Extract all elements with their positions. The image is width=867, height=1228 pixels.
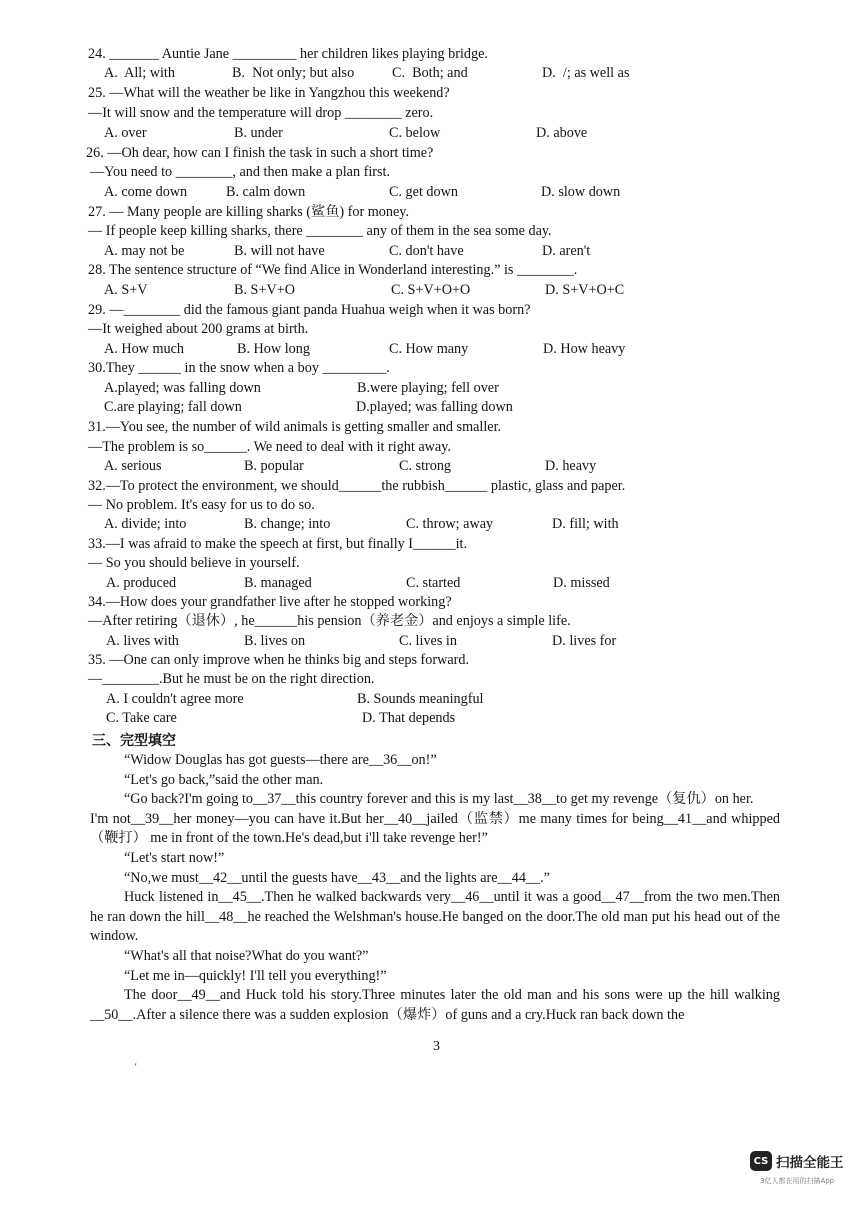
question-stem: 27. — Many people are killing sharks (鲨鱼) for money. [88,204,409,220]
question-stem: —The problem is so______. We need to deal with it right away. [88,439,451,455]
option-b: B. calm down [226,184,306,200]
option-b: B. lives on [244,633,306,649]
cloze-paragraph: “No,we must__42__until the guests have__43__and the lights are__44__.” [124,869,550,886]
cloze-paragraph: “Let's start now!” [124,849,225,866]
cloze-passage [90,751,780,1025]
question-stem: 30.They ______ in the snow when a boy _________. [88,360,390,376]
cloze-paragraph: “Widow Douglas has got guests—there are__36__on!” [124,752,437,768]
section-heading: 三、完型填空 [92,733,176,749]
option-d: D. That depends [362,710,456,726]
option-d: D. slow down [541,184,621,200]
cloze-paragraph: “Let's go back,”said the other man. [124,771,324,788]
option-d: D. above [536,125,588,141]
option-b: B. Not only; but also [232,65,355,81]
option-a: A. How much [104,341,184,357]
question-stem: —________.But he must be on the right direction. [88,671,375,687]
question-stem: 29. —________ did the famous giant panda Huahua weigh when it was born? [88,302,531,318]
scan-speck: ‘ [134,1062,138,1073]
option-c: C. S+V+O+O [391,282,471,298]
camscanner-logo-icon: CS [750,1151,772,1171]
option-b: B. S+V+O [234,282,295,298]
option-d: D. heavy [545,458,597,474]
option-a: A. produced [106,575,177,591]
option-c: C. Both; and [392,65,468,81]
option-c: C. below [389,125,441,141]
cloze-paragraph: “Go back?I'm going to__37__this country forever and this is my last__38__to get my revenge（复仇）on her. [124,791,754,808]
option-a: A. serious [104,458,162,474]
question-stem: —After retiring（退休）, he______his pension（养老金）and enjoys a simple life. [88,613,571,629]
option-b: B. under [234,125,283,141]
option-a: A. divide; into [104,516,187,532]
option-b: B. managed [244,575,312,591]
cloze-paragraph: Huck listened in__45__.Then he walked backwards very__46__until it was a good__47__from the two men.Then he ran down the hill__48__he reached the Welshman's house.He banged on the door.The old man put his head out of the window. [90,889,780,945]
question-stem: 25. —What will the weather be like in Yangzhou this weekend? [88,85,450,101]
question-stem: 24. _______ Auntie Jane _________ her children likes playing bridge. [88,46,488,62]
option-b: B. Sounds meaningful [357,691,484,707]
option-a: A. may not be [104,243,185,259]
option-c: C. don't have [389,243,464,259]
option-c: C. get down [389,184,458,200]
option-d: D. lives for [552,633,617,649]
option-a: A. come down [104,184,188,200]
question-stem: — So you should believe in yourself. [88,555,300,571]
page-number: 3 [433,1039,440,1054]
option-b: B. change; into [244,516,331,532]
option-b: B. How long [237,341,310,357]
option-d: D. How heavy [543,341,626,357]
option-c: C. throw; away [406,516,494,532]
question-stem: — No problem. It's easy for us to do so. [88,497,315,513]
cloze-paragraph: I'm not__39__her money—you can have it.But her__40__jailed（监禁）me many times for being__41__and whipped（鞭打） me in front of the town.He's dead,but i'll take revenge her!” [90,810,780,847]
question-stem: 33.—I was afraid to make the speech at first, but finally I______it. [88,536,468,552]
question-stem: —You need to ________, and then make a plan first. [90,164,390,180]
cloze-paragraph: The door__49__and Huck told his story.Three minutes later the old man and his sons were up the hill walking __50__.After a silence there was a sudden explosion（爆炸）of guns and a cry.Huck ran back down the [90,987,780,1023]
option-a: A. All; with [104,65,175,81]
option-a: A. S+V [104,282,148,298]
option-a: A. lives with [106,633,179,649]
question-stem: 34.—How does your grandfather live after he stopped working? [88,594,452,610]
option-b: B.were playing; fell over [357,380,499,396]
option-c: C. started [406,575,461,591]
question-stem: 31.—You see, the number of wild animals is getting smaller and smaller. [88,419,502,435]
option-d: D.played; was falling down [356,399,513,415]
question-stem: 28. The sentence structure of “We find Alice in Wonderland interesting.” is ________. [88,262,578,278]
option-d: D. S+V+O+C [545,282,625,298]
question-stem: — If people keep killing sharks, there ________ any of them in the sea some day. [88,223,552,239]
option-d: D. aren't [542,243,591,259]
option-c: C. How many [389,341,469,357]
watermark-subtitle: 3亿人都在用的扫描App [760,1177,835,1185]
scanner-watermark [750,1151,844,1171]
question-stem: —It will snow and the temperature will drop ________ zero. [88,105,434,121]
option-d: D. /; as well as [542,65,630,81]
option-b: B. popular [244,458,304,474]
question-stem: 26. —Oh dear, how can I finish the task in such a short time? [86,145,434,161]
option-c: C. Take care [106,710,177,726]
option-d: D. missed [553,575,610,591]
option-c: C. strong [399,458,452,474]
option-c: C.are playing; fall down [104,399,242,415]
watermark-name: 扫描全能王 [776,1155,844,1171]
cloze-paragraph: “Let me in—quickly! I'll tell you everything!” [124,967,387,984]
option-c: C. lives in [399,633,457,649]
option-b: B. will not have [234,243,325,259]
option-d: D. fill; with [552,516,619,532]
question-stem: —It weighed about 200 grams at birth. [88,321,309,337]
option-a: A.played; was falling down [104,380,261,396]
cloze-paragraph: “What's all that noise?What do you want?” [124,947,369,964]
question-stem: 32.—To protect the environment, we should______the rubbish______ plastic, glass and paper. [88,478,626,494]
option-a: A. I couldn't agree more [106,691,244,707]
question-stem: 35. —One can only improve when he thinks big and steps forward. [88,652,470,668]
option-a: A. over [104,125,147,141]
